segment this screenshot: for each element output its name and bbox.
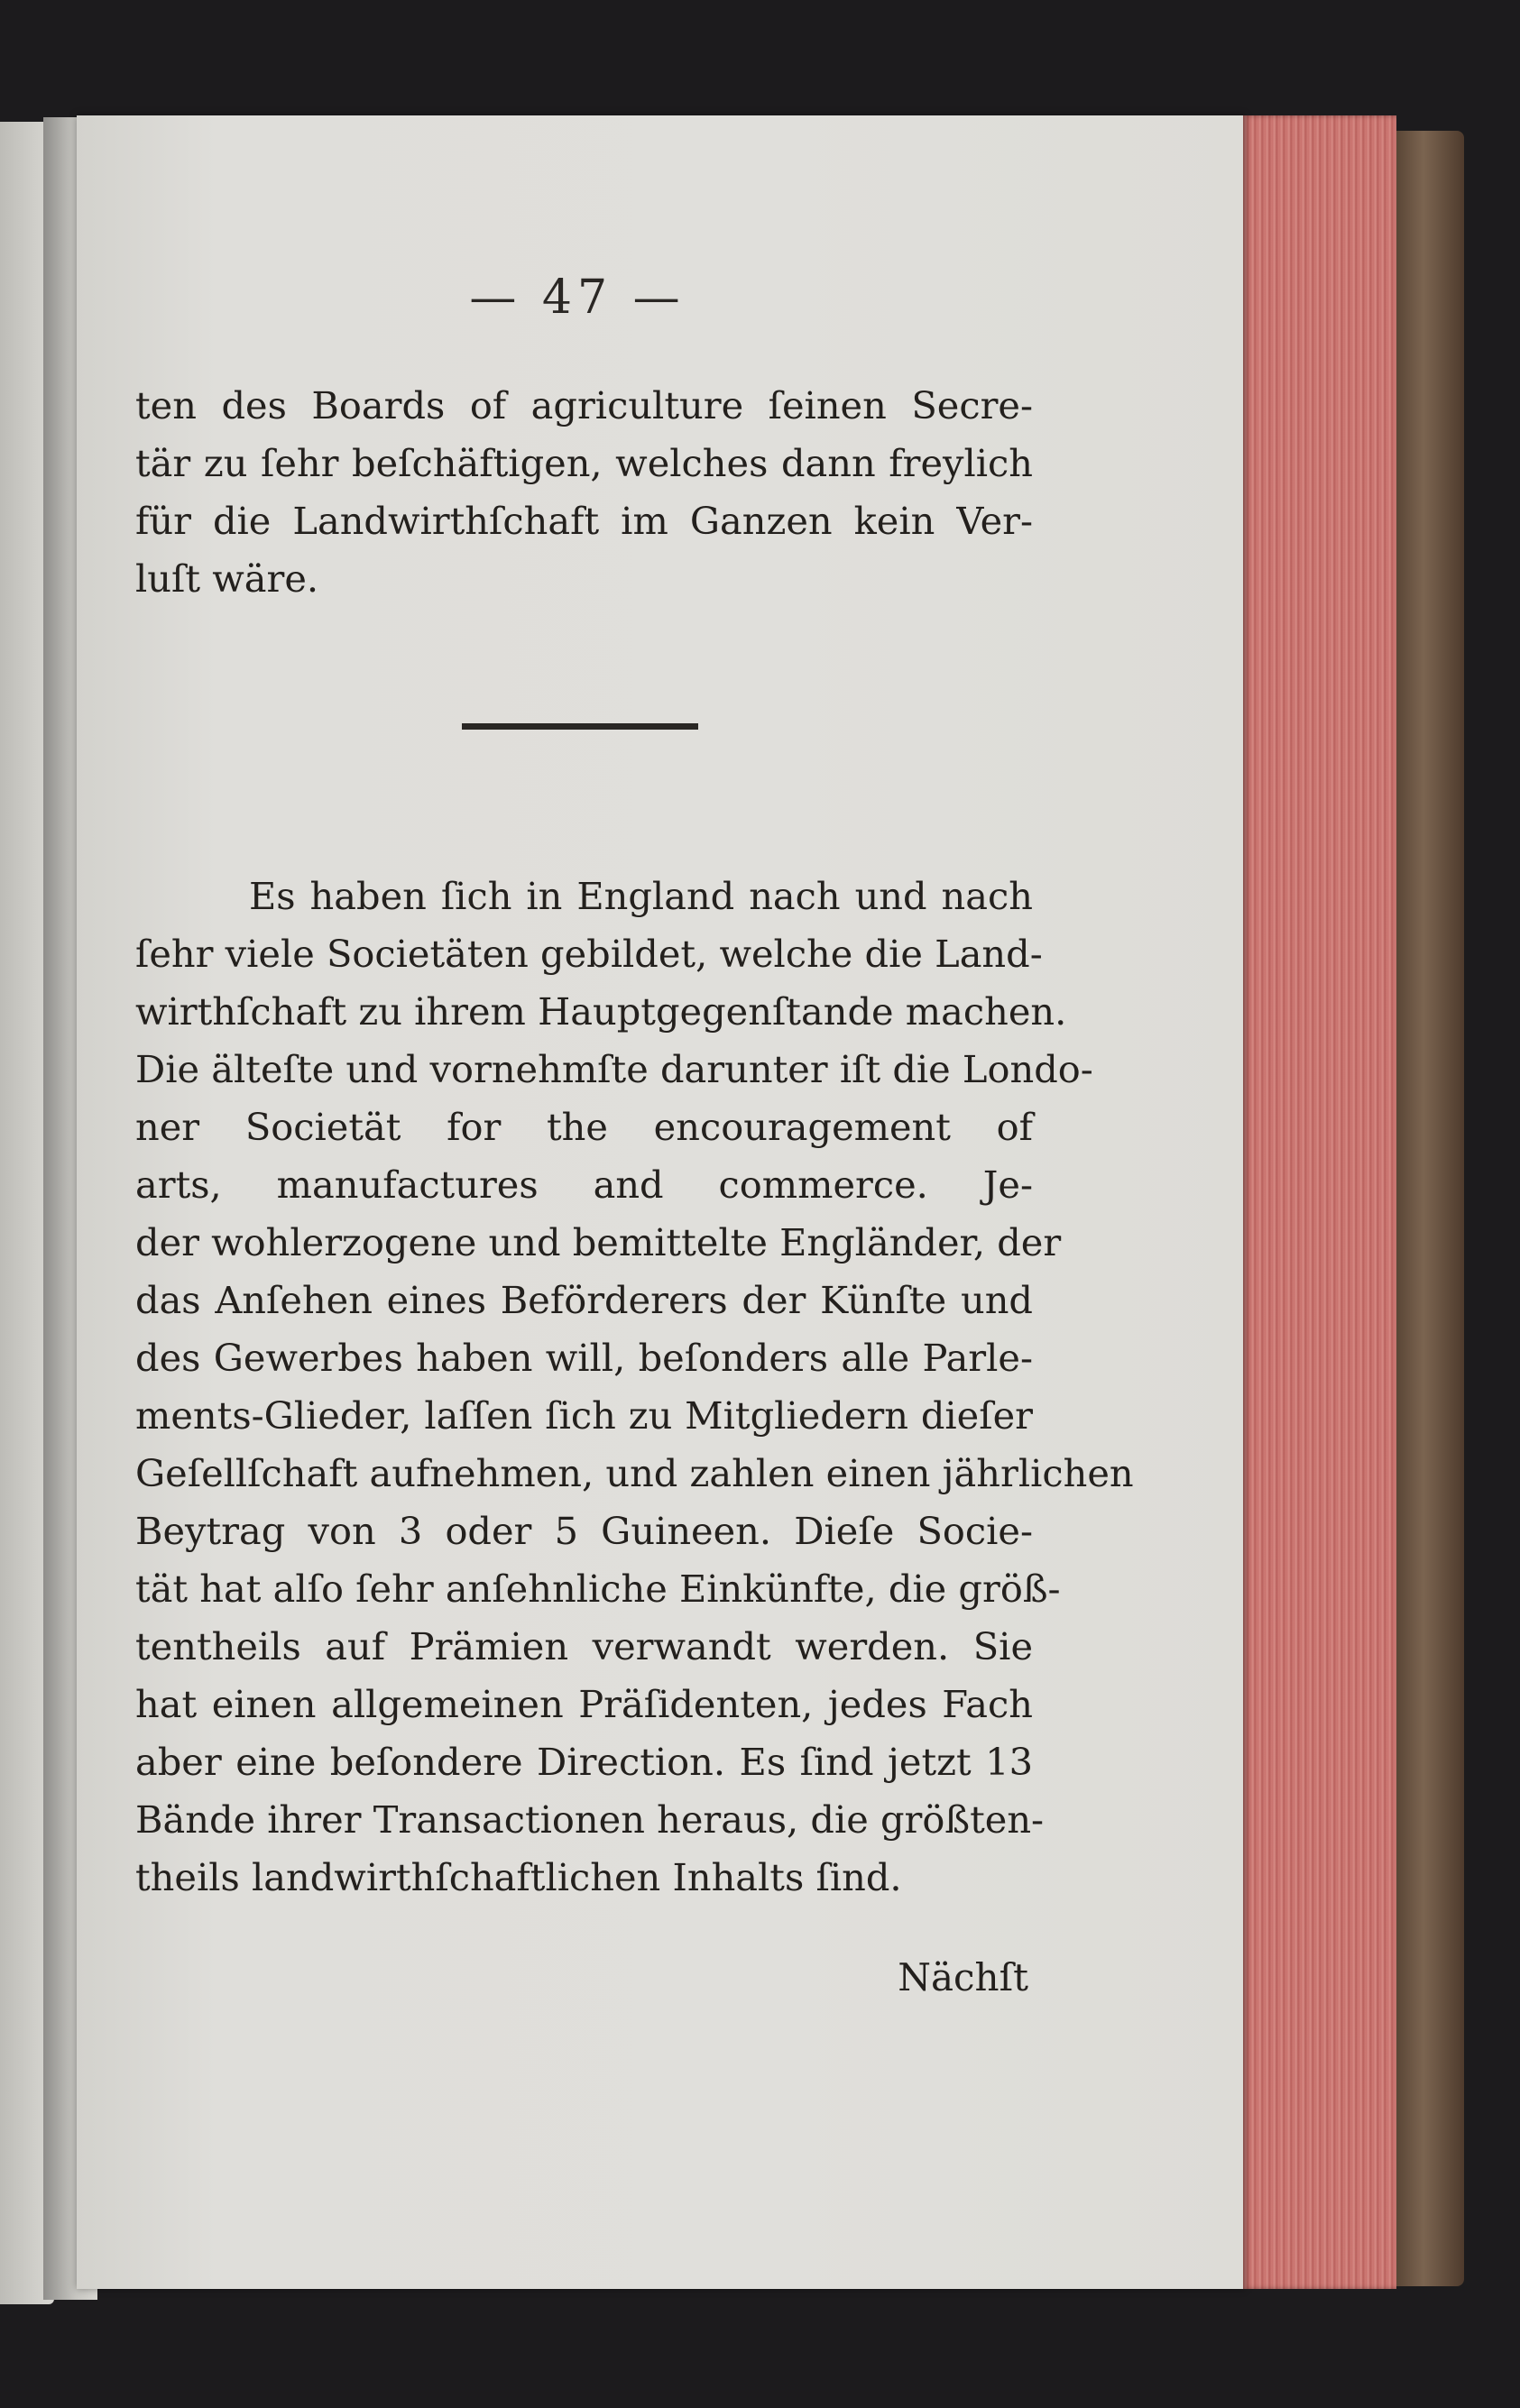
top-paragraph	[135, 377, 1033, 608]
text-line: tär zu ſehr beſchäftigen, welches dann freylich	[135, 441, 1033, 485]
text-line: ments-Glieder, laſſen ſich zu Mitgliedern dieſer	[135, 1393, 1033, 1438]
text-line: ner Societät for the encouragement of	[135, 1105, 1033, 1149]
text-line: Beytrag von 3 oder 5 Guineen. Dieſe Socie-	[135, 1509, 1033, 1553]
main-paragraph	[135, 868, 1134, 1907]
text-line: der wohlerzogene und bemittelte Engländer, der	[135, 1220, 1062, 1264]
text-line: des Gewerbes haben will, beſonders alle Parle-	[135, 1336, 1033, 1380]
text-line: Die älteſte und vornehmſte darunter iſt die Londo-	[135, 1047, 1093, 1091]
text-line: luſt wäre.	[135, 556, 319, 601]
text-line: ſehr viele Societäten gebildet, welche die Land-	[135, 932, 1043, 976]
section-divider	[462, 723, 698, 730]
book-cover-edge	[1396, 131, 1464, 2286]
text-line: ten des Boards of agriculture ſeinen Secre-	[135, 383, 1033, 427]
text-line: hat einen allgemeinen Präſidenten, jedes Fach	[135, 1682, 1033, 1726]
text-line: Geſellſchaft aufnehmen, und zahlen einen jährlichen	[135, 1451, 1134, 1495]
text-line: wirthſchaft zu ihrem Hauptgegenſtande machen.	[135, 989, 1067, 1034]
text-line: tät hat alſo ſehr anſehnliche Einkünfte, die größ-	[135, 1567, 1061, 1611]
text-line: das Anſehen eines Beförderers der Künſte und	[135, 1278, 1033, 1322]
catchword: Nächſt	[898, 1955, 1028, 1999]
text-line: tentheils auf Prämien verwandt werden. Sie	[135, 1624, 1033, 1668]
page-number: — 47 —	[469, 271, 686, 325]
page-block-edge	[1243, 115, 1396, 2289]
text-line: aber eine beſondere Direction. Es ſind jetzt 13	[135, 1740, 1033, 1784]
text-line: Bände ihrer Transactionen heraus, die größten-	[135, 1797, 1045, 1842]
text-line: arts, manufactures and commerce. Je-	[135, 1163, 1033, 1207]
text-line: Es haben ſich in England nach und nach	[249, 874, 1033, 918]
text-line: für die Landwirthſchaft im Ganzen kein Ver-	[135, 499, 1033, 543]
text-line: theils landwirthſchaftlichen Inhalts ſind.	[135, 1855, 902, 1899]
